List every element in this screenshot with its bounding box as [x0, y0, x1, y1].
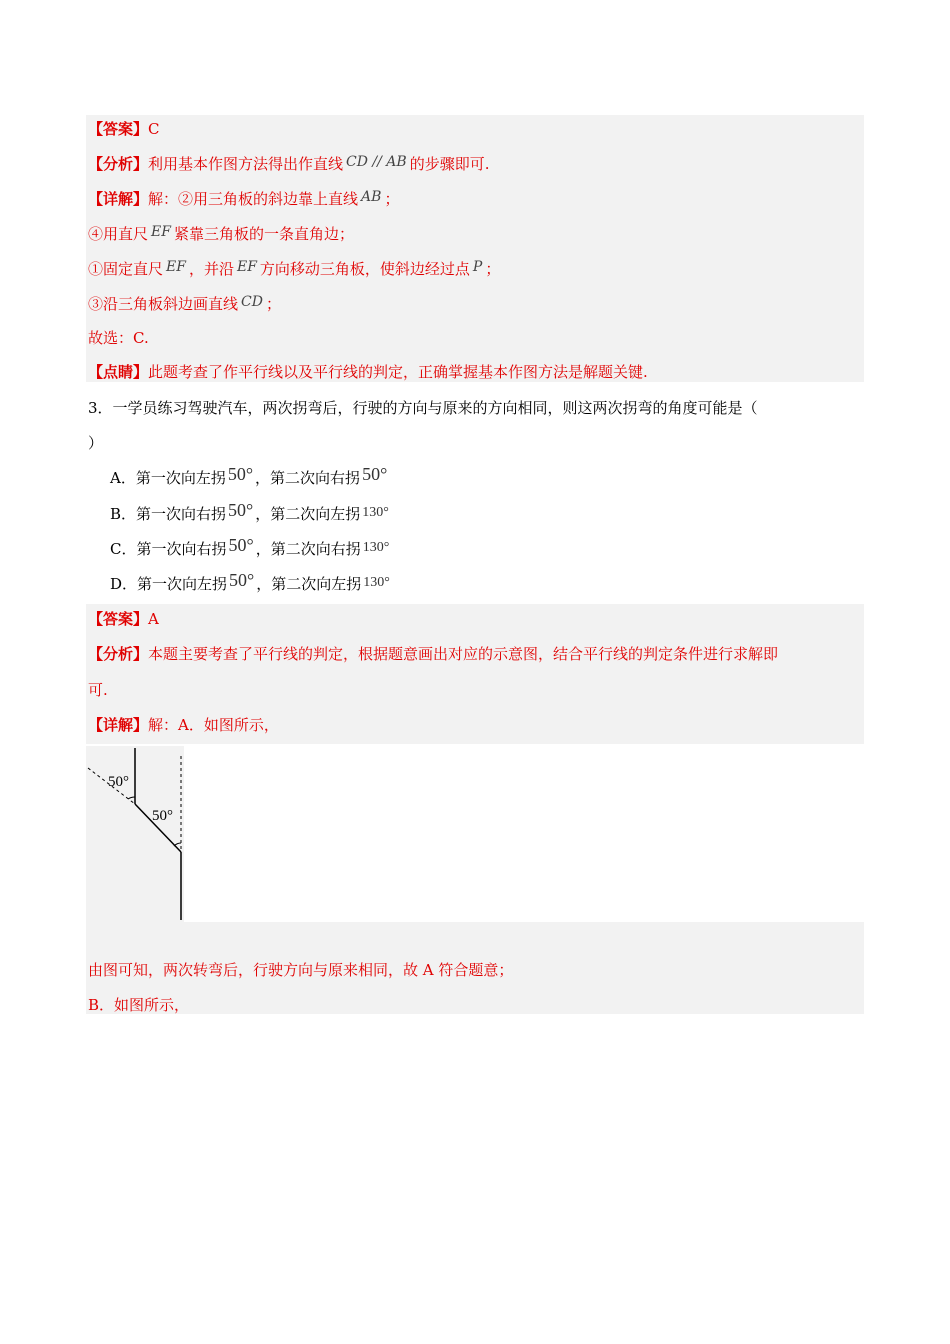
- choose-line: 故选：C.: [88, 329, 149, 347]
- step-3-line: ③沿三角板斜边画直线 CD ；: [88, 294, 281, 313]
- math-cd-parallel-ab: CD // AB: [346, 154, 407, 170]
- analysis-line-1: 【分析】利用基本作图方法得出作直线 CD // AB 的步骤即可.: [88, 154, 490, 173]
- answer-line-1: [88, 119, 160, 139]
- analysis-line-2-cont: 可.: [88, 681, 108, 699]
- question-3-text-cont: ）: [88, 434, 104, 452]
- option-c: C．第一次向右拐 50° ，第二次向右拐 130°: [110, 535, 390, 558]
- answer-tag: 【答案】: [88, 120, 149, 138]
- option-a: A．第一次向左拐 50° ，第二次向右拐 50°: [110, 464, 388, 487]
- option-b-detail: B．如图所示，: [88, 996, 190, 1014]
- answer-value: C: [148, 120, 160, 138]
- detail-line-2: 【详解】解：A．如图所示，: [88, 716, 279, 734]
- math-ef: EF: [151, 224, 171, 240]
- question-3-text: 3．一学员练习驾驶汽车，两次拐弯后，行驶的方向与原来的方向相同，则这两次拐弯的角度可能是（: [88, 399, 758, 417]
- option-b: B．第一次向右拐 50° ，第二次向左拐 130°: [110, 500, 389, 523]
- angle-arc-1: [128, 797, 135, 799]
- angle-arc-2: [174, 843, 181, 846]
- turn-diagram: [86, 746, 184, 922]
- option-d: D．第一次向左拐 50° ，第二次向左拐 130°: [110, 570, 390, 593]
- conclusion-line: 由图可知，两次转弯后，行驶方向与原来相同，故 A 符合题意；: [88, 961, 514, 979]
- analysis-tag: 【分析】: [88, 155, 149, 173]
- step-1-line: ①固定直尺 EF ，并沿 EF 方向移动三角板，使斜边经过点 P ；: [88, 259, 501, 278]
- answer-line-2: 【答案】A: [88, 610, 159, 628]
- detail-tag: 【详解】: [88, 190, 149, 208]
- turn-diagram-svg: [86, 746, 184, 922]
- analysis-line-2: 【分析】本题主要考查了平行线的判定，根据题意画出对应的示意图，结合平行线的判定条件进行求解即: [88, 645, 779, 663]
- angle-label-2: 50°: [152, 808, 173, 824]
- math-cd: CD: [241, 294, 263, 310]
- comment-line: 【点睛】此题考查了作平行线以及平行线的判定，正确掌握基本作图方法是解题关键.: [88, 363, 648, 381]
- math-ab: AB: [361, 189, 382, 205]
- angle-label-1: 50°: [108, 774, 129, 790]
- math-p: P: [472, 259, 483, 275]
- comment-tag: 【点睛】: [88, 363, 149, 381]
- detail-line-1: 【详解】解：②用三角板的斜边靠上直线 AB ；: [88, 189, 400, 208]
- step-4-line: ④用直尺 EF 紧靠三角板的一条直角边；: [88, 224, 354, 243]
